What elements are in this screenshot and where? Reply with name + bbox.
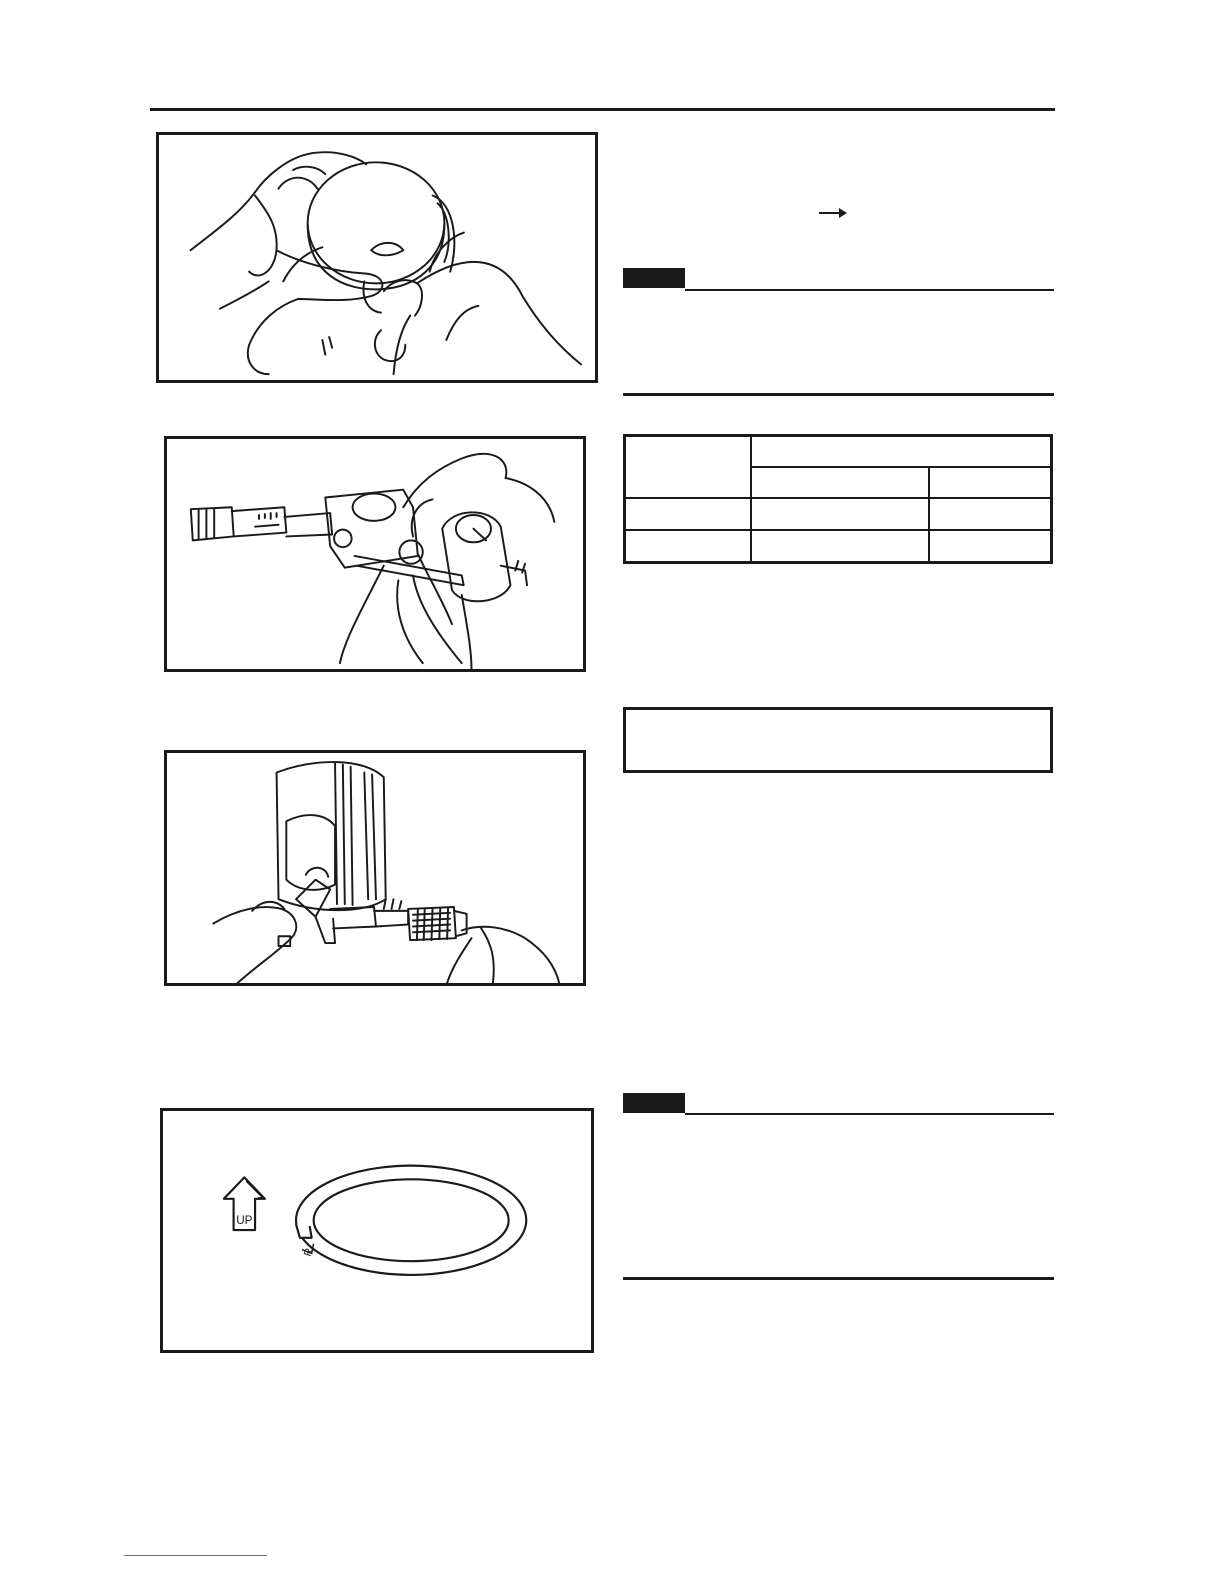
note-end-rule [623, 1277, 1054, 1280]
spec-table [623, 434, 1053, 564]
table-cell [751, 530, 929, 562]
table-header-cell [751, 436, 1052, 467]
table-cell [929, 530, 1052, 562]
note-tab [623, 268, 685, 288]
table-subheader-cell [929, 467, 1052, 498]
cylinder-bore-gauge-illustration [167, 439, 583, 669]
figure-piston-micrometer [164, 750, 586, 986]
up-arrow-label: UP [236, 1214, 253, 1228]
header-rule [150, 108, 1055, 111]
note-end-rule [623, 393, 1054, 396]
table-cell [625, 498, 752, 530]
footer-link[interactable] [124, 1555, 267, 1556]
figure-piston-ring-removal [156, 132, 598, 383]
table-row [625, 498, 1052, 530]
hands-removing-piston-ring-illustration [159, 135, 595, 380]
piston-micrometer-illustration [167, 753, 583, 983]
table-cell [625, 530, 752, 562]
note-header-rule [685, 1113, 1054, 1115]
boxed-specification [623, 707, 1053, 773]
piston-ring-up-mark-illustration [163, 1111, 591, 1350]
note-header-rule [685, 289, 1054, 291]
table-row [625, 530, 1052, 562]
table-subheader-cell [751, 467, 929, 498]
note-tab [623, 1093, 685, 1113]
table-cell [929, 498, 1052, 530]
figure-cylinder-bore-gauge [164, 436, 586, 672]
table-cell [751, 498, 929, 530]
figure-piston-ring-mark [160, 1108, 594, 1353]
ring-stamp-label: R [301, 1246, 316, 1259]
right-arrow-icon [817, 205, 849, 221]
table-header-cell [625, 436, 752, 498]
